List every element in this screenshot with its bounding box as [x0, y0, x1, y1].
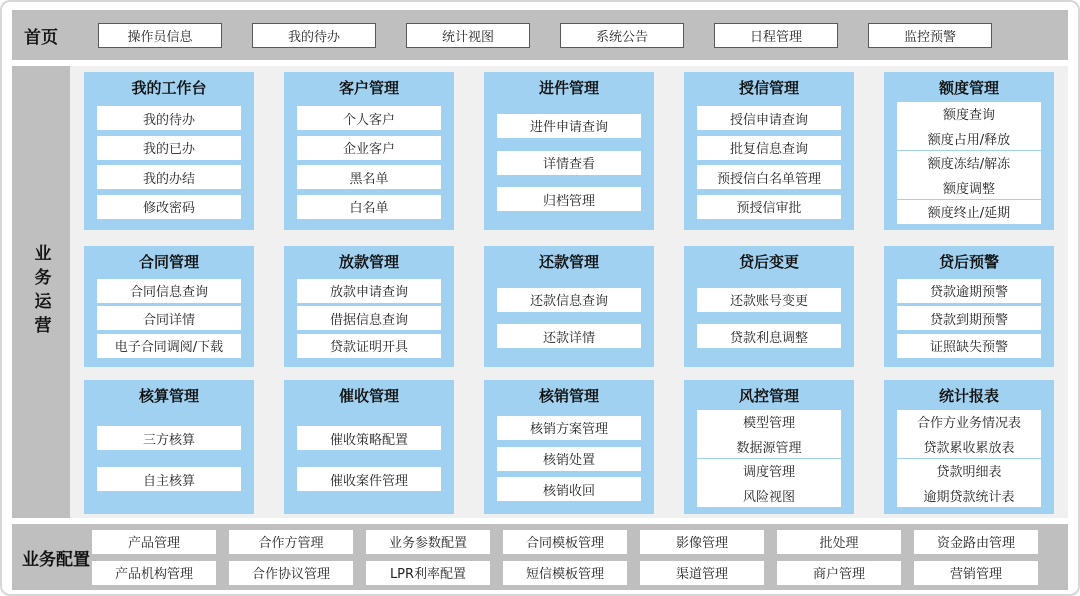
module-card-items [884, 99, 1054, 230]
module-item-button[interactable]: 合同详情 [97, 306, 241, 330]
module-card-items [884, 407, 1054, 514]
module-card-title: 授信管理 [738, 79, 799, 97]
module-card-title: 额度管理 [938, 79, 999, 97]
module-card [884, 246, 1054, 367]
module-item-button[interactable]: 额度终止/延期 [897, 200, 1041, 224]
module-item-button[interactable]: 黑名单 [297, 165, 441, 189]
module-card [284, 72, 454, 230]
config-nav-button[interactable]: 合作协议管理 [229, 561, 353, 585]
module-card-title: 贷后预警 [938, 253, 999, 271]
module-item-button[interactable]: 证照缺失预警 [897, 334, 1041, 358]
home-nav-button[interactable]: 系统公告 [560, 23, 684, 48]
module-item-button[interactable]: 核销方案管理 [497, 416, 641, 440]
module-card-title: 还款管理 [538, 253, 599, 271]
module-item-button[interactable]: 预授信白名单管理 [697, 165, 841, 189]
config-nav-button[interactable]: 渠道管理 [640, 561, 764, 585]
module-card-title: 贷后变更 [738, 253, 799, 271]
config-nav-button[interactable]: 短信模板管理 [503, 561, 627, 585]
module-item-button[interactable]: 还款信息查询 [497, 288, 641, 312]
operations-section-label: 业务运营 [30, 244, 51, 340]
module-card-title: 核销管理 [538, 387, 599, 405]
module-card [84, 380, 254, 514]
module-card [884, 380, 1054, 514]
module-card [284, 380, 454, 514]
module-item-button[interactable]: 白名单 [297, 195, 441, 219]
module-item-button[interactable]: 额度占用/释放 [897, 126, 1041, 150]
module-card-items [884, 273, 1054, 367]
module-card [484, 380, 654, 514]
module-item-button[interactable]: 授信申请查询 [697, 106, 841, 130]
operations-row [84, 246, 1054, 367]
home-section-label: 首页 [24, 27, 58, 48]
config-nav-button[interactable]: 商户管理 [777, 561, 901, 585]
module-card-items [684, 99, 854, 230]
module-item-button[interactable]: 批复信息查询 [697, 136, 841, 160]
module-item-button[interactable]: 我的待办 [97, 106, 241, 130]
module-card [684, 246, 854, 367]
module-item-button[interactable]: 进件申请查询 [497, 114, 641, 138]
module-item-button[interactable]: 三方核算 [97, 426, 241, 450]
module-card-title: 客户管理 [338, 79, 399, 97]
config-nav-button[interactable]: 批处理 [777, 530, 901, 554]
config-nav-button[interactable]: 产品管理 [92, 530, 216, 554]
module-card-title: 我的工作台 [131, 79, 207, 97]
module-item-button[interactable]: 贷款累收累放表 [897, 434, 1041, 458]
config-nav-button[interactable]: 业务参数配置 [366, 530, 490, 554]
module-card-items [684, 273, 854, 367]
module-card [484, 246, 654, 367]
module-card-title: 催收管理 [338, 387, 399, 405]
module-card [484, 72, 654, 230]
home-nav [98, 23, 992, 48]
operations-grid [70, 66, 1054, 518]
config-section-label: 业务配置 [22, 549, 90, 570]
module-item-button[interactable]: 核销处置 [497, 447, 641, 471]
module-item-button[interactable]: 额度查询 [897, 102, 1041, 126]
module-item-button[interactable]: 催收策略配置 [297, 426, 441, 450]
module-card [84, 72, 254, 230]
module-item-button[interactable]: 自主核算 [97, 467, 241, 491]
module-item-button[interactable]: 企业客户 [297, 136, 441, 160]
module-item-button[interactable]: 核销收回 [497, 477, 641, 501]
module-item-button[interactable]: 放款申请查询 [297, 279, 441, 303]
config-section-bar [12, 524, 1068, 590]
module-card-items [84, 99, 254, 230]
module-item-button[interactable]: 详情查看 [497, 151, 641, 175]
config-nav-button[interactable]: 影像管理 [640, 530, 764, 554]
module-item-button[interactable]: 额度调整 [897, 175, 1041, 199]
module-card-items [284, 273, 454, 367]
module-card-items [284, 99, 454, 230]
config-row [92, 530, 1038, 554]
module-item-button[interactable]: 贷款证明开具 [297, 334, 441, 358]
module-item-button[interactable]: 风险视图 [697, 483, 841, 507]
operations-section [12, 66, 1068, 518]
module-item-button[interactable]: 贷款逾期预警 [897, 279, 1041, 303]
module-card-title: 风控管理 [738, 387, 799, 405]
module-item-button[interactable]: 我的已办 [97, 136, 241, 160]
module-card-items [684, 407, 854, 514]
module-card [684, 72, 854, 230]
module-item-button[interactable]: 预授信审批 [697, 195, 841, 219]
module-item-button[interactable]: 数据源管理 [697, 434, 841, 458]
module-card-items [84, 273, 254, 367]
module-card [284, 246, 454, 367]
config-row [92, 561, 1038, 585]
module-card [684, 380, 854, 514]
home-nav-button[interactable]: 日程管理 [714, 23, 838, 48]
module-item-button[interactable]: 贷款明细表 [897, 459, 1041, 483]
module-card-title: 放款管理 [338, 253, 399, 271]
module-item-button[interactable]: 个人客户 [297, 106, 441, 130]
module-item-button[interactable]: 额度冻结/解冻 [897, 151, 1041, 175]
module-card-title: 合同管理 [138, 253, 199, 271]
module-item-button[interactable]: 修改密码 [97, 195, 241, 219]
home-nav-button[interactable]: 我的待办 [252, 23, 376, 48]
module-card-items [84, 407, 254, 514]
home-nav-button[interactable]: 监控预警 [868, 23, 992, 48]
module-item-button[interactable]: 电子合同调阅/下载 [97, 334, 241, 358]
config-nav-button[interactable]: 产品机构管理 [92, 561, 216, 585]
module-item-button[interactable]: 还款详情 [497, 324, 641, 348]
operations-label-bar [12, 66, 70, 518]
home-section-bar [12, 10, 1068, 60]
module-item-button[interactable]: 归档管理 [497, 187, 641, 211]
module-card-title: 核算管理 [138, 387, 199, 405]
module-item-button[interactable]: 模型管理 [697, 410, 841, 434]
module-card-title: 统计报表 [938, 387, 999, 405]
module-card [884, 72, 1054, 230]
module-item-button[interactable]: 调度管理 [697, 459, 841, 483]
module-item-button[interactable]: 逾期贷款统计表 [897, 483, 1041, 507]
home-nav-button[interactable]: 操作员信息 [98, 23, 222, 48]
module-item-button[interactable]: 贷款利息调整 [697, 324, 841, 348]
module-card-items [484, 99, 654, 230]
config-nav-button[interactable]: 合作方管理 [229, 530, 353, 554]
module-item-button[interactable]: 合同信息查询 [97, 279, 241, 303]
module-item-button[interactable]: 贷款到期预警 [897, 306, 1041, 330]
module-card-items [284, 407, 454, 514]
operations-row [84, 72, 1054, 230]
home-nav-button[interactable]: 统计视图 [406, 23, 530, 48]
module-item-button[interactable]: 我的办结 [97, 165, 241, 189]
module-card-items [484, 273, 654, 367]
module-card [84, 246, 254, 367]
module-item-button[interactable]: 借据信息查询 [297, 306, 441, 330]
config-nav-button[interactable]: 营销管理 [914, 561, 1038, 585]
module-item-button[interactable]: 合作方业务情况表 [897, 410, 1041, 434]
operations-row [84, 380, 1054, 514]
config-nav [92, 530, 1038, 585]
config-nav-button[interactable]: 合同模板管理 [503, 530, 627, 554]
config-nav-button[interactable]: 资金路由管理 [914, 530, 1038, 554]
module-card-items [484, 407, 654, 514]
module-item-button[interactable]: 催收案件管理 [297, 467, 441, 491]
config-nav-button[interactable]: LPR利率配置 [366, 561, 490, 585]
module-card-title: 进件管理 [538, 79, 599, 97]
module-item-button[interactable]: 还款账号变更 [697, 288, 841, 312]
